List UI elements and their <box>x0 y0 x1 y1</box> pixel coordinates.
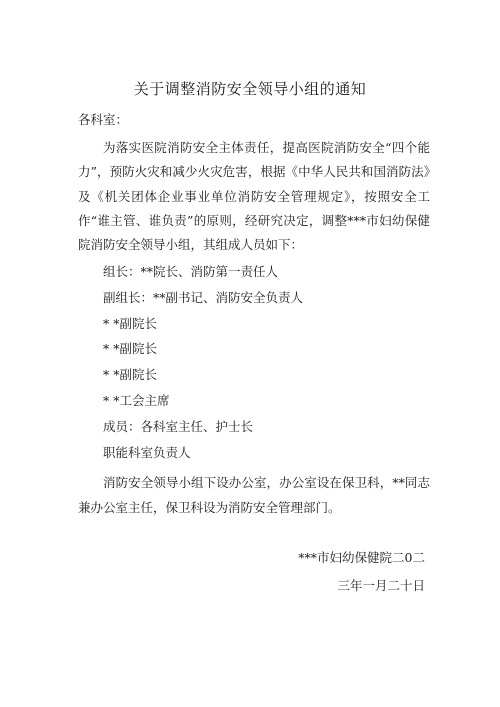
issue-date: 三年一月二十日 <box>337 578 425 593</box>
issuer-signature: ***市妇幼保健院二0二 <box>298 550 425 565</box>
member-line: 副组长：**副书记、消防安全负责人 <box>103 289 304 305</box>
salutation: 各科室： <box>78 112 129 127</box>
member-line: * *副院长 <box>103 341 157 357</box>
member-list <box>103 263 303 469</box>
office-paragraph: 消防安全领导小组下设办公室，办公室设在保卫科，**同志兼办公室主任，保卫科设为消防安全管理部门。 <box>78 475 430 515</box>
member-line: * *副院长 <box>103 315 157 331</box>
member-line: * *副院长 <box>103 367 157 383</box>
intro-paragraph: 为落实医院消防安全主体责任，提高医院消防安全“四个能力”，预防火灾和减少火灾危害，根据《中华人民共和国消防法》及《机关团体企业事业单位消防安全管理规定》，按照安全工作“谁主管、谁负责”的原则，经研究决定，调整***市妇幼保健院消防安全领导小组，其组成人员如下： <box>78 140 430 253</box>
member-line: * *工会主席 <box>103 392 170 408</box>
member-line: 成员：各科室主任、护士长 <box>103 418 254 434</box>
document-title: 关于调整消防安全领导小组的通知 <box>133 80 367 98</box>
member-line: 组长：**院长、消防第一责任人 <box>103 264 279 279</box>
member-line: 职能科室负责人 <box>103 444 191 460</box>
